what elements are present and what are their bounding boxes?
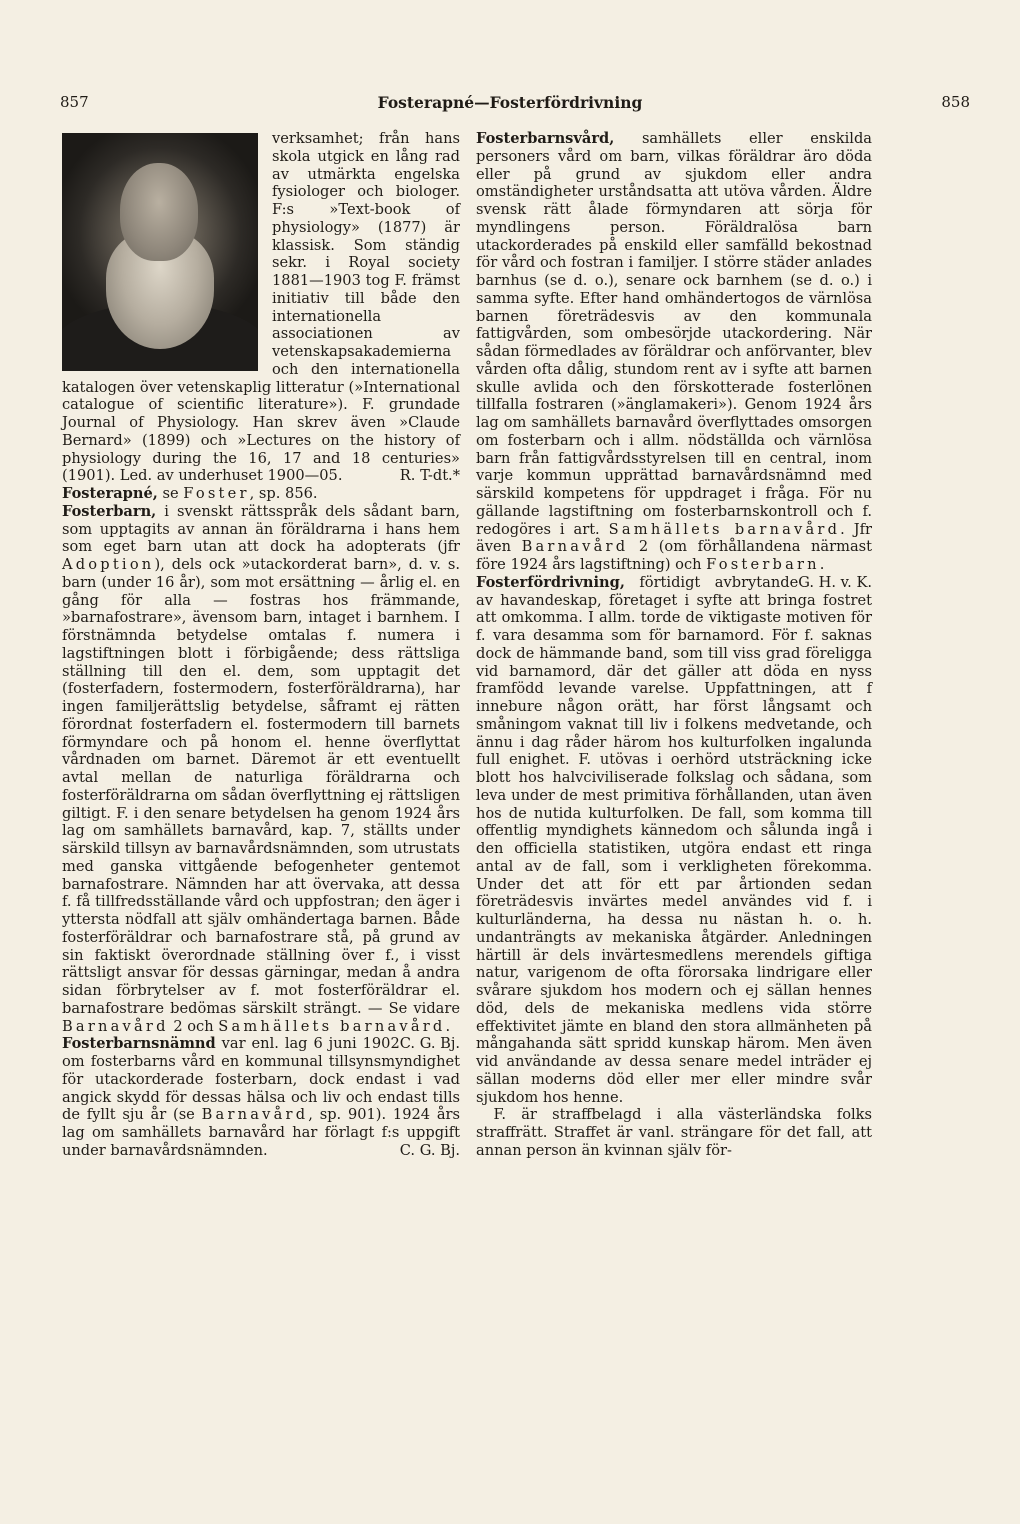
cross-reference[interactable]: Fosterbarn [706,556,820,573]
entry-fosterbarnsnamnd [62,1035,460,1159]
entry-fosterapne [62,485,460,503]
entry-headword: Fosterbarnsnämnd [62,1035,216,1053]
entry-text: , sp. 856. [249,485,318,502]
author-signature: C. G. Bj. [399,1141,460,1159]
entry-text: . [819,556,825,573]
author-signature: R. T-dt.* [399,467,460,485]
portrait-face [120,163,198,261]
portrait-photo [62,133,258,371]
entry-text: förtidigt avbrytande av havandeskap, företaget i syfte att bringa fostret att omkomma. I allm. torde de viktigaste motiven för f. vara desamma som för barnamord. För f. saknas dock de hämmande band, som till viss grad föreligga vid barnamord, där det gäller att döda en nyss framfödd levande varelse. Uppfattningen, att f innebure någon orätt, har först långsamt och småningom vaknat till liv i folkens medvetande, och ännu i dag råder härom hos kulturfolken ingalunda full enighet. F. utövas i oerhörd utsträckning icke blott hos halvciviliserade folkslag och sådana, som leva under de mest primitiva förhållanden, utan även hos de nutida kulturfolken. De fall, som komma till offentlig myndighets kännedom och sålunda ingå i den officiella statistiken, utgöra endast ett ringa antal av de fall, som i verkligheten förekomma. Under det att för ett par årtionden sedan företrädesvis invärtes medel användes vid f. i kulturländerna, ha dessa nu nästan h. o. h. undanträngts av mekaniska åtgärder. Anledningen härtill är dels invärtesmedlens merendels giftiga natur, varigenom de ofta förorsaka lindrigare eller svårare sjukdom hos modern och ej sällan hennes död, dels de mekaniska medlens vida större effektivitet jämte en bland den stora allmänheten på mångahanda sätt spridd kunskap härom. Men även vid användande av dessa senare medel inträder ej sällan moderns död eller mer eller mindre svår sjukdom hos henne. [476,573,872,1106]
entry-text: , sp. 901). 1924 års lag om samhällets barnavård har förlagt f:s uppgift under barnavårdsnämnden. [62,1106,460,1159]
entry-headword: Fosterbarn, [62,502,157,520]
entry-headword: Fosterapné, [62,485,158,502]
entry-text: 2 och [168,1017,219,1035]
cross-reference[interactable]: Adoption [62,556,155,573]
page-number-left: 857 [60,93,89,111]
running-title: Fosterapné—Fosterfördrivning [377,93,643,112]
right-column [476,130,872,1160]
entry-text: 2 (om förhållandena närmast före 1924 års lagstiftning) och [476,538,872,573]
entry-paragraph: F. är straffbelagd i alla västerländska folks straffrätt. Straffet är vanl. strängare för det fall, att annan person än kvinnan själv för- [476,1106,872,1159]
entry-text: verksamhet; från hans skola utgick en lång rad av utmärkta engelska fysiologer och biologer. F:s »Text-book of physiology» (1877) är klassisk. Som ständig sekr. i Royal society 1881—1903 tog F. främst initiativ till både den internationella associationen av vetenskapsakademierna och den internationella katalogen över vetenskaplig litteratur (»International catalogue of scientific literature»). F. grundade Journal of Physiology. Han skrev även »Claude Bernard» (1899) och »Lectures on the history of physiology during the 16, 17 and 18 centuries» (1901). Led. av underhuset 1900—05. [62,130,460,485]
left-column [62,130,460,1160]
entry-headword: Fosterfördrivning, [476,573,625,591]
entry-text: i svenskt rättsspråk dels sådant barn, som upptagits av annan än föräldrarna i hans hem som eget barn utan att dock ha adopterats (jfr [62,502,460,556]
author-signature: C. G. Bj. [399,1035,460,1053]
cross-reference[interactable]: Samhällets barnavård [608,520,841,538]
cross-reference[interactable]: Samhällets barnavård [218,1017,446,1035]
entry-text: se [157,485,184,502]
entry-fosterfordrivning [476,574,872,1107]
cross-reference[interactable]: Barnavård [521,538,629,556]
entry-text: var enl. lag 6 juni 1902 om fosterbarns vård en kommunal tillsynsmyndighet för utackorderade fosterbarn, dock endast i vad angick skydd för dessas hälsa och liv och endast tills de fyllt sju år (se [62,1035,460,1124]
cross-reference[interactable]: Barnavård [62,1017,169,1035]
entry-text: . Jfr även [476,520,872,556]
author-signature: G. H. v. K. [798,573,872,591]
entry-headword: Fosterbarnsvård, [476,130,615,147]
page-number-right: 858 [941,93,970,111]
entry-text: . [445,1017,451,1035]
entry-text: samhällets eller enskilda personers vård om barn, vilkas föräldrar äro döda eller på grund av sjukdom eller andra omständigheter urståndsatta att utöva vården. Äldre svensk rätt ålade förmyndaren att sörja för myndlingens person. Föräldralösa barn utackorderades på enskild eller samfälld bekostnad för vård och fostran i familjer. I större städer anlades barnhus (se d. o.), senare ock barnhem (se d. o.) i samma syfte. Efter hand omhändertogos de värnlösa barnen företrädesvis av den kommunala fattigvården, som ombesörjde utackordering. När sådan förmedlades av föräldrar och anförvanter, blev vården ofta dålig, stundom rent av i syfte att barnen skulle avlida och den förskotterade fosterlönen tillfalla fostraren (»änglamakeri»). Genom 1924 års lag om samhällets barnavård överflyttades omsorgen om fosterbarn och i allm. nödställda och värnlösa barn från fattigvårdsstyrelsen till en central, inom varje kommun upprättad barnavårdsnämnd med särskild kompetens för uppdraget i fråga. För nu gällande lagstiftning om fosterbarnskontroll och f. redogöres i art. [476,130,872,538]
cross-reference[interactable]: Barnavård [201,1106,309,1124]
cross-reference[interactable]: Foster [183,485,250,502]
entry-text: ), dels ock »utackorderat barn», d. v. s. barn (under 16 år), som mot ersättning — årlig el. en gång för alla — fostras hos främmande, »barnafostrare», ävensom barn, intaget i barnhem. I förstnämnda betydelse omtalas f. numera i lagstiftningen blott i förbigående; dess rättsliga ställning till den el. dem, som upptagit det (fosterfadern, fostermodern, fosterföräldrarna), har ingen familjerättslig betydelse, såframt ej rätten förordnat fosterfadern el. fostermodern till barnets förmyndare och på honom el. henne överflyttat vårdnaden om barnet. Däremot är ett eventuellt avtal mellan de naturliga föräldrarna och fosterföräldrarna om sådan överflyttning ej rättsligen giltigt. F. i den senare betydelsen ha genom 1924 års lag om samhällets barnavård, kap. 7, ställts under särskild tillsyn av barnavårdsnämnden, som utrustats med ganska vittgående befogenheter gentemot barnafostrare. Nämnden har att övervaka, att dessa f. få tillfredsställande vård och uppfostran; den äger i yttersta nödfall att själv omhändertaga barnen. Både fosterföräldrar och barnafostrare stå, på grund av sin faktiskt överordnade ställning över f., i visst rättsligt ansvar för dessas gärningar, medan å andra sidan förbrytelser av f. mot fosterföräldrar el. barnafostrare bedömas särskilt strängt. — Se vidare [62,556,460,1017]
